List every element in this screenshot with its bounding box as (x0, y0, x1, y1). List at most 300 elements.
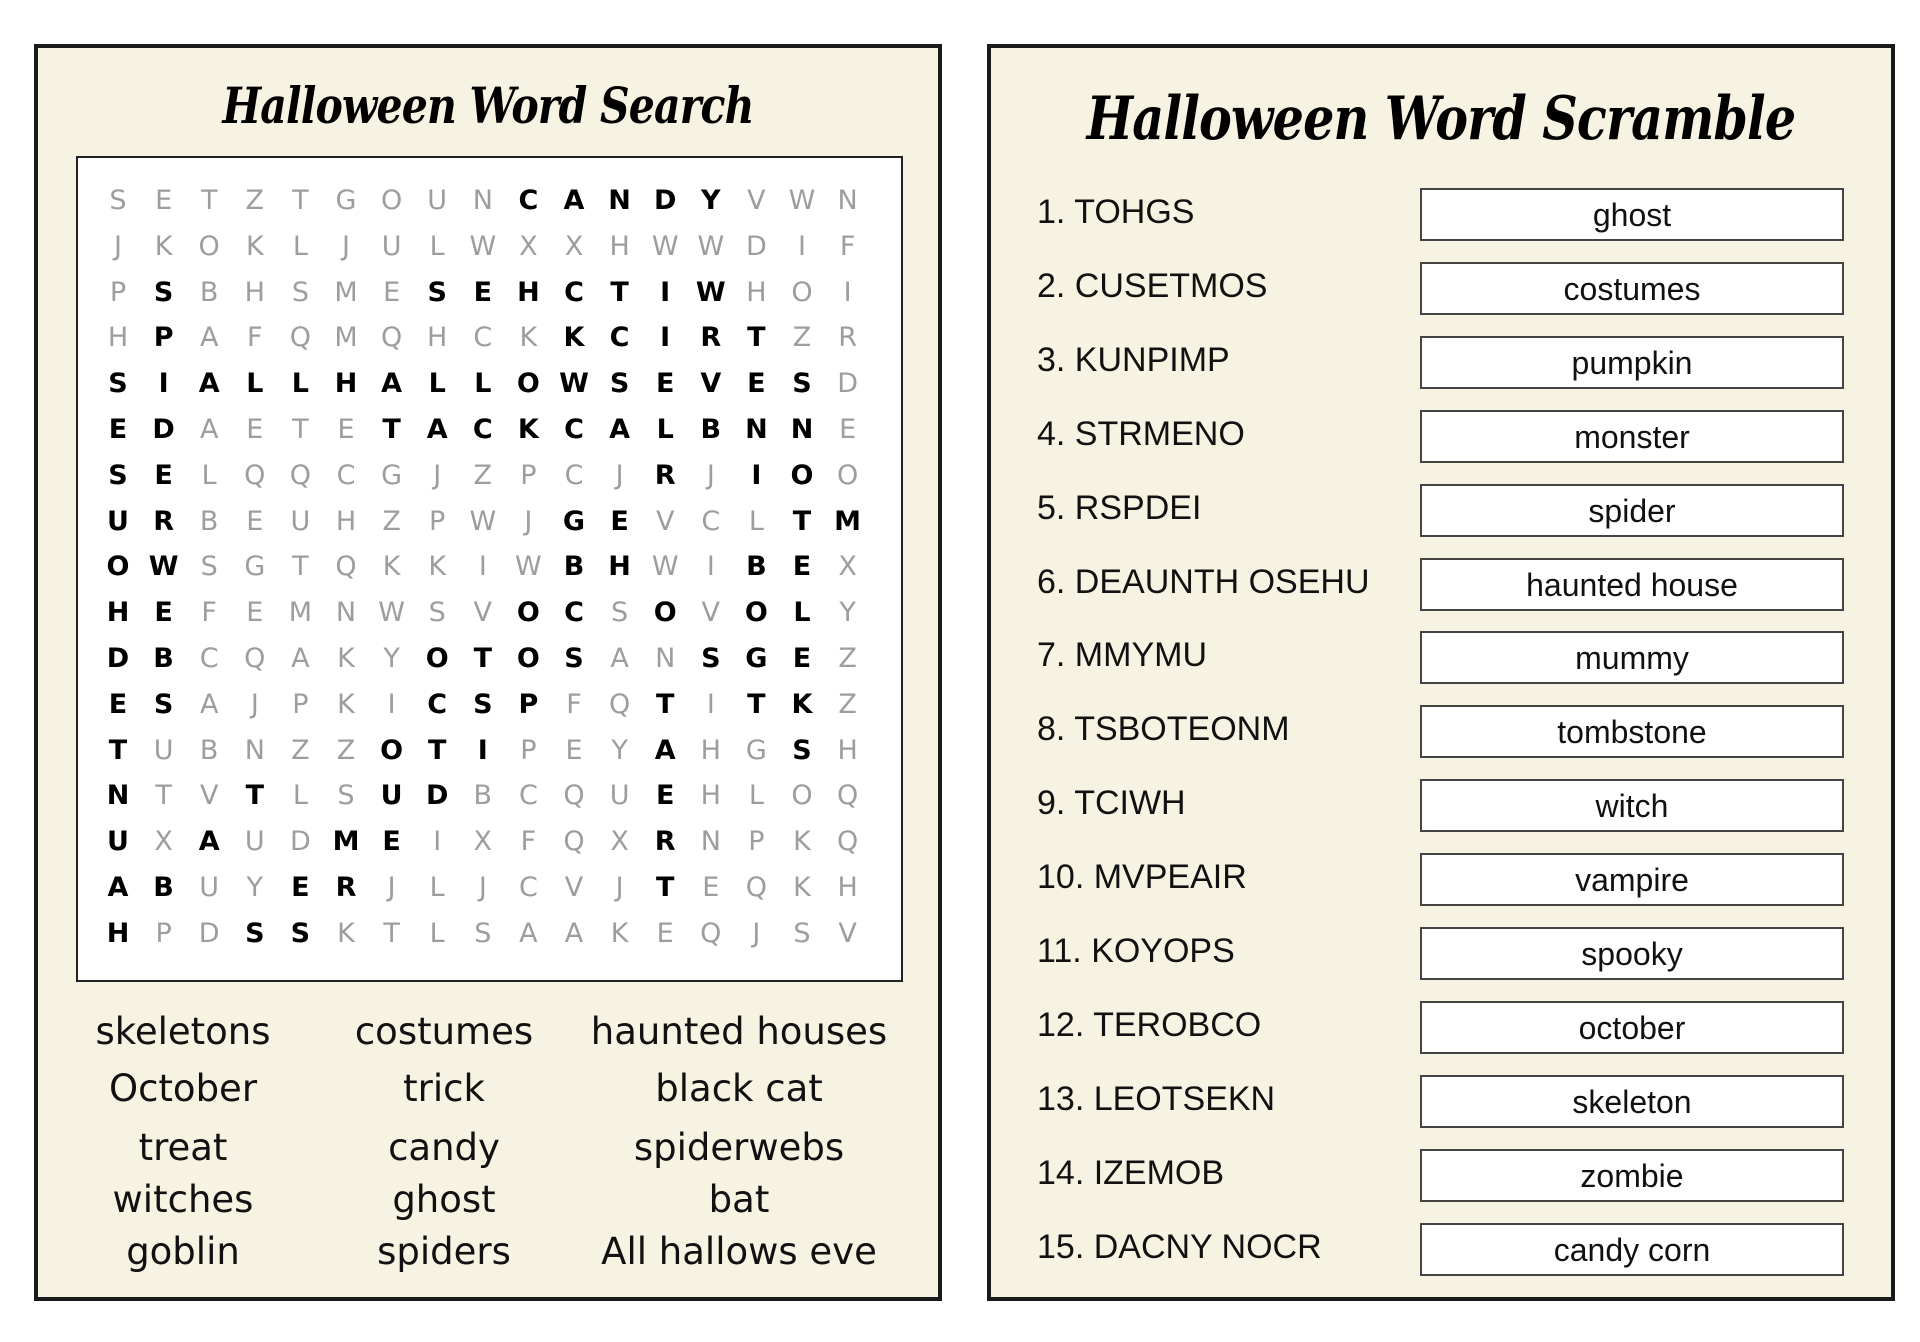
grid-letter[interactable]: I (751, 459, 762, 491)
grid-letter[interactable]: J (114, 230, 122, 262)
grid-letter[interactable]: J (387, 872, 396, 903)
grid-letter[interactable]: Q (563, 826, 585, 858)
grid-letter[interactable]: S (245, 917, 265, 949)
grid-letter[interactable]: I (706, 688, 715, 720)
grid-letter[interactable]: D (837, 368, 858, 400)
grid-letter[interactable]: E (610, 505, 629, 537)
grid-letter[interactable]: K (793, 872, 811, 903)
grid-letter[interactable]: F (566, 688, 582, 720)
grid-letter[interactable]: Z (245, 185, 265, 216)
grid-letter[interactable]: D (198, 917, 220, 949)
grid-letter[interactable]: E (473, 276, 493, 308)
grid-letter[interactable]: W (515, 551, 542, 583)
grid-letter[interactable]: E (154, 459, 173, 491)
grid-letter[interactable]: L (292, 230, 308, 262)
grid-letter[interactable]: T (427, 734, 447, 766)
grid-letter[interactable]: I (843, 276, 852, 308)
grid-letter[interactable]: S (290, 917, 311, 949)
grid-letter[interactable]: O (791, 780, 813, 812)
grid-letter[interactable]: S (108, 459, 128, 491)
grid-letter[interactable]: K (245, 230, 264, 262)
grid-letter[interactable]: E (108, 688, 128, 720)
grid-letter[interactable]: S (473, 688, 493, 720)
scramble-answer-box[interactable]: candy corn (1420, 1223, 1844, 1276)
grid-letter[interactable]: W (695, 276, 726, 308)
grid-letter[interactable]: R (838, 322, 857, 354)
grid-letter[interactable]: A (610, 643, 629, 674)
grid-letter[interactable]: E (291, 872, 310, 903)
grid-letter[interactable]: H (608, 551, 631, 583)
grid-letter[interactable]: J (478, 872, 487, 903)
grid-letter[interactable]: O (516, 368, 540, 400)
grid-letter[interactable]: U (107, 505, 129, 537)
grid-letter[interactable]: E (565, 734, 583, 766)
grid-letter[interactable]: U (427, 185, 448, 216)
grid-letter[interactable]: F (247, 322, 263, 354)
grid-letter[interactable]: S (108, 368, 128, 400)
grid-letter[interactable]: B (473, 780, 493, 812)
grid-letter[interactable]: A (564, 917, 584, 949)
grid-letter[interactable]: Q (563, 780, 585, 812)
grid-letter[interactable]: Q (244, 459, 266, 491)
grid-letter[interactable]: N (608, 185, 631, 216)
grid-letter[interactable]: S (428, 597, 446, 629)
grid-letter[interactable]: U (244, 826, 265, 858)
scramble-answer-box[interactable]: spider (1420, 484, 1844, 537)
grid-letter[interactable]: A (198, 368, 220, 400)
grid-letter[interactable]: E (792, 643, 812, 674)
grid-letter[interactable]: S (153, 688, 174, 720)
grid-letter[interactable]: D (425, 780, 449, 812)
grid-letter[interactable]: W (651, 551, 679, 583)
grid-letter[interactable]: E (747, 368, 766, 400)
grid-letter[interactable]: T (610, 276, 629, 308)
grid-letter[interactable]: H (837, 872, 858, 903)
grid-letter[interactable]: B (563, 551, 585, 583)
grid-letter[interactable]: R (700, 322, 722, 354)
grid-letter[interactable]: P (429, 505, 446, 537)
grid-letter[interactable]: O (791, 276, 813, 308)
grid-letter[interactable]: L (748, 780, 764, 812)
grid-letter[interactable]: D (106, 643, 130, 674)
grid-letter[interactable]: T (292, 185, 309, 216)
grid-letter[interactable]: S (153, 276, 174, 308)
scramble-answer-box[interactable]: haunted house (1420, 558, 1844, 611)
grid-letter[interactable]: C (518, 872, 538, 903)
grid-letter[interactable]: M (334, 322, 358, 354)
grid-letter[interactable]: C (564, 597, 584, 629)
grid-letter[interactable]: J (250, 688, 259, 720)
grid-letter[interactable]: E (383, 276, 401, 308)
grid-letter[interactable]: L (748, 505, 764, 537)
grid-letter[interactable]: K (337, 643, 355, 674)
grid-letter[interactable]: V (701, 597, 721, 629)
grid-letter[interactable]: C (564, 459, 584, 491)
grid-letter[interactable]: S (200, 551, 218, 583)
grid-letter[interactable]: H (746, 276, 767, 308)
grid-letter[interactable]: O (516, 597, 540, 629)
scramble-answer-box[interactable]: october (1420, 1001, 1844, 1054)
grid-letter[interactable]: T (292, 414, 309, 445)
grid-letter[interactable]: X (610, 826, 629, 858)
grid-letter[interactable]: K (382, 551, 401, 583)
grid-letter[interactable]: T (655, 688, 675, 720)
grid-letter[interactable]: C (473, 322, 493, 354)
grid-letter[interactable]: O (380, 185, 403, 216)
grid-letter[interactable]: I (660, 322, 671, 354)
grid-letter[interactable]: F (201, 597, 217, 629)
grid-letter[interactable]: X (564, 230, 584, 262)
grid-letter[interactable]: Q (335, 551, 357, 583)
grid-letter[interactable]: P (748, 826, 765, 858)
grid-letter[interactable]: L (429, 230, 445, 262)
grid-letter[interactable]: S (611, 597, 629, 629)
grid-letter[interactable]: C (518, 780, 538, 812)
grid-letter[interactable]: H (107, 322, 129, 354)
grid-letter[interactable]: O (836, 459, 859, 491)
grid-letter[interactable]: B (746, 551, 767, 583)
grid-letter[interactable]: T (108, 734, 128, 766)
grid-letter[interactable]: M (288, 597, 313, 629)
grid-letter[interactable]: N (745, 414, 768, 445)
grid-letter[interactable]: E (656, 917, 674, 949)
grid-letter[interactable]: V (838, 917, 857, 949)
grid-letter[interactable]: C (609, 322, 630, 354)
grid-letter[interactable]: W (378, 597, 405, 629)
grid-letter[interactable]: G (745, 734, 767, 766)
grid-letter[interactable]: J (342, 230, 350, 262)
grid-letter[interactable]: C (336, 459, 356, 491)
grid-letter[interactable]: L (793, 597, 811, 629)
grid-letter[interactable]: K (563, 322, 585, 354)
grid-letter[interactable]: P (109, 276, 127, 308)
grid-letter[interactable]: K (337, 917, 355, 949)
grid-letter[interactable]: K (154, 230, 173, 262)
grid-letter[interactable]: J (433, 459, 442, 491)
scramble-answer-box[interactable]: vampire (1420, 853, 1844, 906)
grid-letter[interactable]: H (106, 917, 130, 949)
grid-letter[interactable]: T (747, 688, 766, 720)
grid-letter[interactable]: C (199, 643, 219, 674)
grid-letter[interactable]: T (245, 780, 264, 812)
grid-letter[interactable]: L (429, 872, 445, 903)
grid-letter[interactable]: P (518, 688, 539, 720)
grid-letter[interactable]: L (201, 459, 217, 491)
grid-letter[interactable]: Z (838, 643, 857, 674)
grid-letter[interactable]: L (656, 414, 674, 445)
grid-letter[interactable]: P (520, 734, 537, 766)
grid-letter[interactable]: W (469, 505, 497, 537)
grid-letter[interactable]: H (609, 230, 630, 262)
grid-letter[interactable]: G (335, 185, 357, 216)
grid-letter[interactable]: O (744, 597, 768, 629)
grid-letter[interactable]: D (289, 826, 311, 858)
grid-letter[interactable]: O (380, 734, 404, 766)
grid-letter[interactable]: H (837, 734, 858, 766)
grid-letter[interactable]: G (745, 643, 768, 674)
grid-letter[interactable]: N (472, 185, 493, 216)
grid-letter[interactable]: W (788, 185, 816, 216)
grid-letter[interactable]: Z (336, 734, 356, 766)
grid-letter[interactable]: A (199, 322, 219, 354)
grid-letter[interactable]: Q (289, 322, 312, 354)
grid-letter[interactable]: E (792, 551, 812, 583)
grid-letter[interactable]: A (519, 917, 538, 949)
grid-letter[interactable]: X (154, 826, 173, 858)
grid-letter[interactable]: L (428, 368, 446, 400)
grid-letter[interactable]: D (653, 185, 677, 216)
grid-letter[interactable]: H (427, 322, 448, 354)
grid-letter[interactable]: G (244, 551, 266, 583)
grid-letter[interactable]: Y (246, 872, 264, 903)
grid-letter[interactable]: E (702, 872, 720, 903)
grid-letter[interactable]: V (564, 872, 584, 903)
grid-letter[interactable]: J (752, 917, 761, 949)
grid-letter[interactable]: R (335, 872, 357, 903)
grid-letter[interactable]: T (292, 551, 309, 583)
scramble-answer-box[interactable]: zombie (1420, 1149, 1844, 1202)
grid-letter[interactable]: B (700, 414, 722, 445)
grid-letter[interactable]: J (615, 872, 624, 903)
scramble-answer-box[interactable]: mummy (1420, 631, 1844, 684)
grid-letter[interactable]: A (199, 688, 219, 720)
grid-letter[interactable]: E (382, 826, 401, 858)
grid-letter[interactable]: B (199, 276, 219, 308)
grid-letter[interactable]: G (562, 505, 586, 537)
grid-letter[interactable]: Z (382, 505, 401, 537)
grid-letter[interactable]: S (427, 276, 447, 308)
grid-letter[interactable]: I (706, 551, 715, 583)
grid-letter[interactable]: H (335, 505, 357, 537)
grid-letter[interactable]: A (198, 826, 220, 858)
grid-letter[interactable]: L (429, 917, 445, 949)
grid-letter[interactable]: Z (838, 688, 857, 720)
grid-letter[interactable]: Y (383, 643, 400, 674)
grid-letter[interactable]: N (837, 185, 858, 216)
grid-letter[interactable]: W (148, 551, 179, 583)
grid-letter[interactable]: V (700, 368, 722, 400)
grid-letter[interactable]: U (381, 230, 402, 262)
grid-letter[interactable]: Q (380, 322, 403, 354)
grid-letter[interactable]: Q (289, 459, 312, 491)
grid-letter[interactable]: T (655, 872, 675, 903)
grid-letter[interactable]: I (387, 688, 396, 720)
grid-letter[interactable]: R (654, 826, 676, 858)
grid-letter[interactable]: T (200, 185, 218, 216)
grid-letter[interactable]: P (155, 917, 172, 949)
grid-letter[interactable]: D (152, 414, 175, 445)
grid-letter[interactable]: O (106, 551, 130, 583)
grid-letter[interactable]: S (337, 780, 355, 812)
grid-letter[interactable]: B (199, 734, 219, 766)
grid-letter[interactable]: P (520, 459, 537, 491)
grid-letter[interactable]: P (292, 688, 309, 720)
grid-letter[interactable]: A (654, 734, 676, 766)
grid-letter[interactable]: E (655, 780, 675, 812)
grid-letter[interactable]: Q (745, 872, 768, 903)
grid-letter[interactable]: N (335, 597, 357, 629)
grid-letter[interactable]: Y (611, 734, 628, 766)
grid-letter[interactable]: V (199, 780, 219, 812)
grid-letter[interactable]: I (798, 230, 806, 262)
scramble-answer-box[interactable]: spooky (1420, 927, 1844, 980)
grid-letter[interactable]: P (153, 322, 174, 354)
grid-letter[interactable]: M (834, 505, 862, 537)
grid-letter[interactable]: H (700, 734, 721, 766)
grid-letter[interactable]: C (472, 414, 493, 445)
grid-letter[interactable]: E (246, 414, 264, 445)
grid-letter[interactable]: W (469, 230, 497, 262)
grid-letter[interactable]: Q (836, 826, 859, 858)
scramble-answer-box[interactable]: monster (1420, 410, 1844, 463)
grid-letter[interactable]: N (655, 643, 676, 674)
grid-letter[interactable]: R (654, 459, 676, 491)
scramble-answer-box[interactable]: witch (1420, 779, 1844, 832)
grid-letter[interactable]: H (244, 276, 265, 308)
grid-letter[interactable]: H (700, 780, 721, 812)
grid-letter[interactable]: E (108, 414, 128, 445)
grid-letter[interactable]: E (337, 414, 355, 445)
grid-letter[interactable]: S (792, 734, 812, 766)
grid-letter[interactable]: U (153, 734, 174, 766)
grid-letter[interactable]: C (564, 276, 584, 308)
grid-letter[interactable]: F (839, 230, 856, 262)
grid-letter[interactable]: U (609, 780, 630, 812)
grid-letter[interactable]: K (793, 826, 811, 858)
grid-letter[interactable]: C (518, 185, 539, 216)
grid-letter[interactable]: K (428, 551, 447, 583)
grid-letter[interactable]: I (433, 826, 442, 858)
grid-letter[interactable]: T (792, 505, 812, 537)
grid-letter[interactable]: S (564, 643, 584, 674)
grid-letter[interactable]: L (246, 368, 264, 400)
grid-letter[interactable]: I (478, 551, 487, 583)
grid-letter[interactable]: S (609, 368, 630, 400)
grid-letter[interactable]: I (477, 734, 488, 766)
grid-letter[interactable]: Q (244, 643, 266, 674)
grid-letter[interactable]: U (199, 872, 220, 903)
scramble-answer-box[interactable]: costumes (1420, 262, 1844, 315)
grid-letter[interactable]: A (563, 185, 585, 216)
grid-letter[interactable]: H (334, 368, 358, 400)
grid-letter[interactable]: M (332, 826, 360, 858)
grid-letter[interactable]: F (520, 826, 537, 858)
grid-letter[interactable]: W (697, 230, 725, 262)
grid-letter[interactable]: T (747, 322, 766, 354)
grid-letter[interactable]: Y (839, 597, 856, 629)
grid-letter[interactable]: U (290, 505, 311, 537)
grid-letter[interactable]: A (609, 414, 631, 445)
grid-letter[interactable]: S (792, 368, 812, 400)
grid-letter[interactable]: C (701, 505, 721, 537)
grid-letter[interactable]: T (383, 917, 400, 949)
grid-letter[interactable]: B (199, 505, 219, 537)
grid-letter[interactable]: N (700, 826, 721, 858)
grid-letter[interactable]: A (107, 872, 129, 903)
grid-letter[interactable]: D (745, 230, 767, 262)
grid-letter[interactable]: E (246, 505, 264, 537)
grid-letter[interactable]: E (154, 597, 173, 629)
grid-letter[interactable]: E (246, 597, 264, 629)
grid-letter[interactable]: A (199, 414, 219, 445)
grid-letter[interactable]: M (334, 276, 358, 308)
grid-letter[interactable]: T (473, 643, 492, 674)
grid-letter[interactable]: L (291, 368, 309, 400)
grid-letter[interactable]: K (610, 917, 629, 949)
grid-letter[interactable]: Q (836, 780, 859, 812)
grid-letter[interactable]: Q (700, 917, 722, 949)
grid-letter[interactable]: K (519, 322, 538, 354)
grid-letter[interactable]: C (564, 414, 584, 445)
grid-letter[interactable]: K (791, 688, 813, 720)
grid-letter[interactable]: O (425, 643, 449, 674)
grid-letter[interactable]: O (516, 643, 540, 674)
grid-letter[interactable]: X (519, 230, 538, 262)
grid-letter[interactable]: T (382, 414, 401, 445)
grid-letter[interactable]: J (524, 505, 533, 537)
grid-letter[interactable]: X (473, 826, 493, 858)
grid-letter[interactable]: I (158, 368, 169, 400)
scramble-answer-box[interactable]: skeleton (1420, 1075, 1844, 1128)
grid-letter[interactable]: N (106, 780, 130, 812)
grid-letter[interactable]: Y (701, 185, 721, 216)
grid-letter[interactable]: R (153, 505, 174, 537)
grid-letter[interactable]: K (337, 688, 355, 720)
grid-letter[interactable]: E (155, 185, 173, 216)
grid-letter[interactable]: T (155, 780, 172, 812)
grid-letter[interactable]: X (838, 551, 857, 583)
grid-letter[interactable]: L (474, 368, 492, 400)
grid-letter[interactable]: C (427, 688, 448, 720)
grid-letter[interactable]: I (660, 276, 671, 308)
grid-letter[interactable]: U (380, 780, 403, 812)
grid-letter[interactable]: N (790, 414, 814, 445)
grid-letter[interactable]: Z (473, 459, 493, 491)
grid-letter[interactable]: O (653, 597, 677, 629)
grid-letter[interactable]: S (474, 917, 492, 949)
grid-letter[interactable]: G (381, 459, 403, 491)
grid-letter[interactable]: U (107, 826, 129, 858)
grid-letter[interactable]: J (615, 459, 624, 491)
grid-letter[interactable]: W (559, 368, 589, 400)
grid-letter[interactable]: S (793, 917, 811, 949)
grid-letter[interactable]: S (291, 276, 309, 308)
grid-letter[interactable]: S (109, 185, 127, 216)
grid-letter[interactable]: Z (792, 322, 812, 354)
grid-letter[interactable]: B (153, 643, 174, 674)
grid-letter[interactable]: E (655, 368, 675, 400)
grid-letter[interactable]: V (747, 185, 766, 216)
grid-letter[interactable]: V (473, 597, 493, 629)
grid-letter[interactable]: O (198, 230, 220, 262)
grid-letter[interactable]: V (655, 505, 675, 537)
grid-letter[interactable]: E (839, 414, 857, 445)
grid-letter[interactable]: A (291, 643, 310, 674)
scramble-answer-box[interactable]: pumpkin (1420, 336, 1844, 389)
grid-letter[interactable]: K (517, 414, 539, 445)
grid-letter[interactable]: H (106, 597, 130, 629)
grid-letter[interactable]: J (706, 459, 715, 491)
grid-letter[interactable]: W (651, 230, 679, 262)
grid-letter[interactable]: S (701, 643, 721, 674)
grid-letter[interactable]: Z (291, 734, 310, 766)
grid-letter[interactable]: A (381, 368, 403, 400)
grid-letter[interactable]: L (292, 780, 308, 812)
grid-letter[interactable]: A (426, 414, 448, 445)
scramble-answer-box[interactable]: tombstone (1420, 705, 1844, 758)
scramble-answer-box[interactable]: ghost (1420, 188, 1844, 241)
grid-letter[interactable]: O (790, 459, 814, 491)
